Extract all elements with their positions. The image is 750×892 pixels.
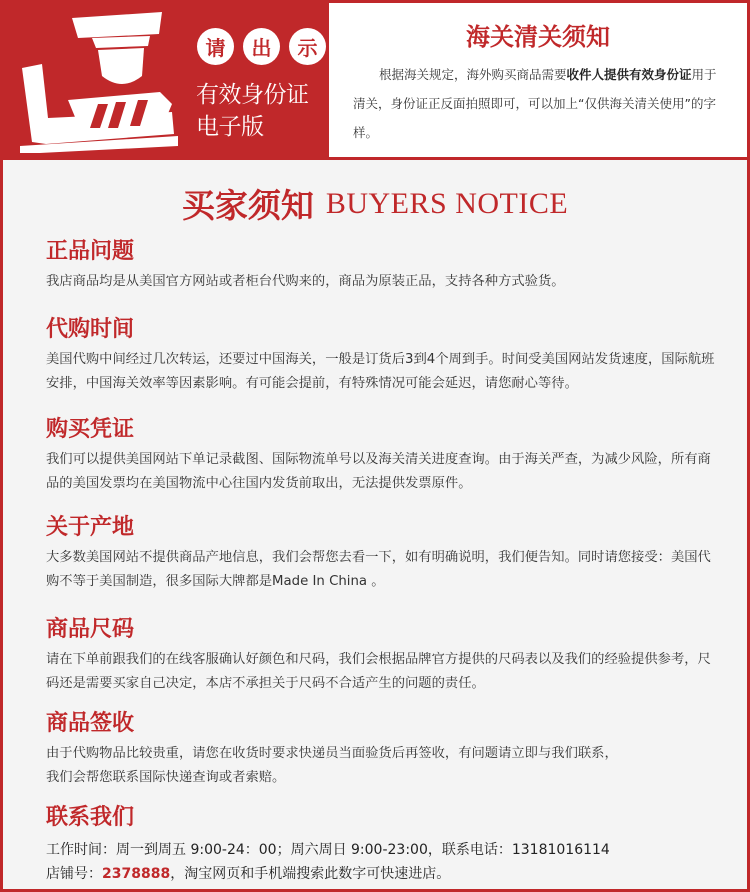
section-body: 大多数美国网站不提供商品产地信息，我们会帮您去看一下，如有明确说明，我们便告知。同时请您接受：美国代购不等于美国制造，很多国际大牌都是Made In China 。	[46, 550, 711, 589]
section-heading: 正品问题	[46, 239, 135, 264]
section-body: 我店商品均是从美国官方网站或者柜台代购来的，商品为原装正品，支持各种方式验货。	[46, 274, 565, 289]
section-body: 我们可以提供美国网站下单记录截图、国际物流单号以及海关清关进度查询。由于海关严查，为减少风险，所有商品的美国发票均在美国物流中心往国内发货前取出，无法提供发票原件。	[46, 452, 711, 491]
section-heading: 商品尺码	[46, 617, 135, 642]
notice-title-en: BUYERS NOTICE	[325, 186, 569, 220]
circle-char: 示	[289, 28, 326, 65]
customs-text-bold: 收件人提供有效身份证	[566, 67, 692, 82]
customs-title: 海关清关须知	[466, 23, 610, 51]
section-body: 美国代购中间经过几次转运，还要过中国海关，一般是订货后3到4个周到手。时间受美国网站发货速度，国际航班安排，中国海关效率等因素影响。有可能会提前，有特殊情况可能会延迟，请您耐心等待。	[46, 352, 715, 391]
section-size	[46, 616, 719, 696]
section-heading: 商品签收	[46, 711, 135, 736]
customs-officer-icon	[12, 8, 182, 153]
section-body: 请在下单前跟我们的在线客服确认好颜色和尺码，我们会根据品牌官方提供的尺码表以及我们的经验提供参考，尺码还是需要买家自己决定，本店不承担关于尺码不合适产生的问题的责任。	[46, 652, 711, 691]
circle-char: 出	[243, 28, 280, 65]
shop-label: 店铺号：	[46, 866, 102, 882]
section-heading: 关于产地	[46, 515, 135, 540]
section-body	[46, 742, 719, 790]
notice-title	[3, 180, 747, 227]
shop-suffix: ，淘宝网页和手机端搜索此数字可快速进店。	[170, 866, 451, 882]
section-authenticity	[46, 238, 719, 294]
section-delivery-signing	[46, 710, 719, 790]
notice-title-cn: 买家须知	[181, 186, 314, 225]
header-banner	[0, 0, 750, 160]
working-hours: 工作时间：周一到周五 9:00-24：00；周六周日 9:00-23:00，联系电话：13181016114	[46, 842, 610, 858]
customs-text	[353, 60, 727, 147]
id-card-banner	[0, 0, 329, 160]
present-label-circles	[197, 28, 326, 65]
customs-text-part-1: 根据海关规定，海外购买商品需要	[379, 67, 567, 82]
section-heading: 购买凭证	[46, 417, 135, 442]
section-proof-of-purchase	[46, 416, 719, 496]
id-card-line-1: 有效身份证	[196, 82, 309, 108]
section-body-line: 由于代购物品比较贵重，请您在收货时要求快递员当面验货后再签收，有问题请立即与我们联系，	[46, 746, 618, 761]
customs-text-part-2: 用于清关，身份证正反面拍照即可，可以加上“仅供海关清关使用”的字样。	[353, 67, 717, 140]
section-heading: 联系我们	[46, 805, 135, 830]
circle-char: 请	[197, 28, 234, 65]
customs-notice-box	[329, 3, 747, 157]
shop-number: 2378888	[102, 866, 171, 882]
section-origin	[46, 514, 719, 594]
section-contact	[46, 804, 719, 886]
shop-number-line	[46, 862, 719, 886]
buyers-notice-panel	[0, 160, 750, 892]
section-purchase-time	[46, 316, 719, 396]
section-heading: 代购时间	[46, 317, 135, 342]
section-body-line: 我们会帮您联系国际快递查询或者索赔。	[46, 770, 286, 785]
id-card-line-2: 电子版	[196, 114, 264, 140]
